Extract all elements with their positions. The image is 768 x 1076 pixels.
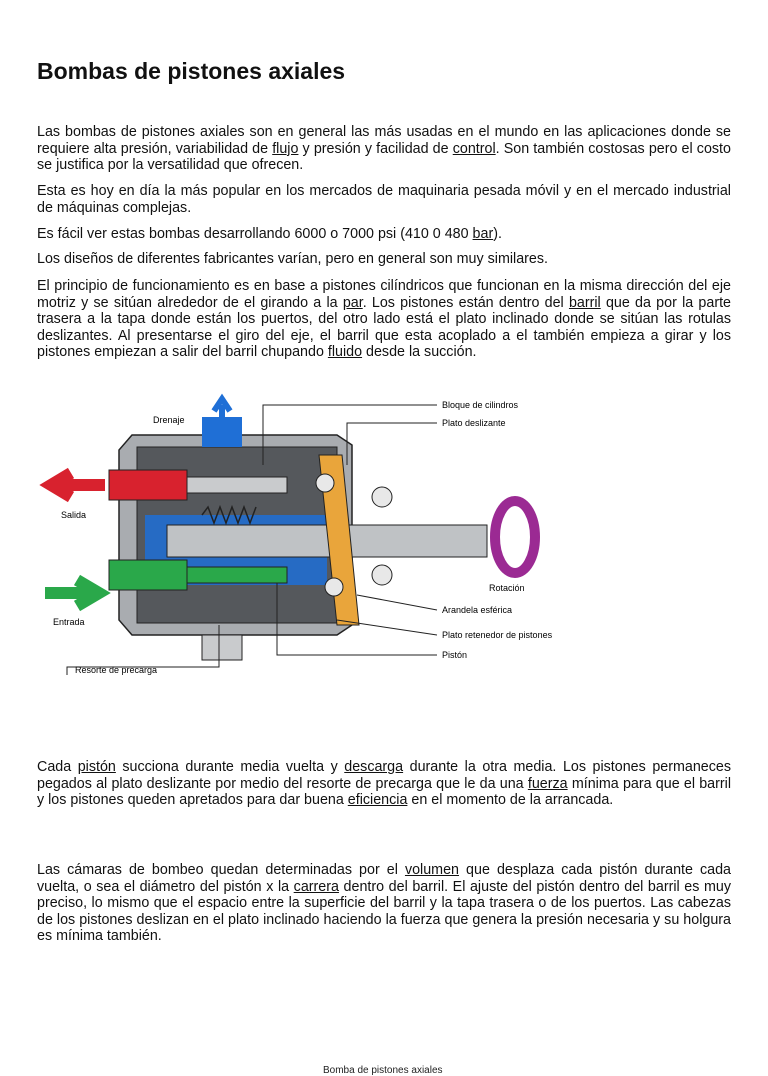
figure-caption: Bomba de pistones axiales	[323, 1065, 443, 1076]
outlet-arrow-icon	[51, 473, 105, 497]
text-span: y presión y facilidad de	[298, 140, 453, 157]
text-span: Las cámaras de bombeo quedan determinadas por el	[37, 862, 405, 878]
paragraph-3	[37, 226, 731, 243]
label-bloque: Bloque de cilindros	[442, 400, 519, 410]
link-fuerza[interactable]: fuerza	[527, 775, 568, 792]
paragraph-5	[37, 278, 731, 361]
bearing-ball	[372, 565, 392, 585]
label-drenaje: Drenaje	[153, 415, 185, 425]
pump-cross-section-illustration	[37, 385, 597, 685]
label-plato-deslizante: Plato deslizante	[442, 418, 506, 428]
link-carrera[interactable]: carrera	[293, 878, 339, 895]
piston-ball	[325, 578, 343, 596]
link-bar[interactable]: bar	[472, 226, 494, 242]
label-rotacion: Rotación	[489, 583, 525, 593]
text-span: . Son también costosas pero el costo se justifica por la versatilidad que ofrecen.	[37, 140, 731, 174]
link-flujo[interactable]: flujo	[272, 140, 299, 157]
link-fluido[interactable]: fluido	[327, 344, 363, 361]
link-par[interactable]: par	[342, 294, 363, 311]
label-plato-retenedor: Plato retenedor de pistones	[442, 630, 553, 640]
link-barril[interactable]: barril	[568, 294, 601, 311]
label-resorte: Resorte de precarga	[75, 665, 158, 675]
lower-piston	[187, 567, 287, 583]
paragraph-4: Los diseños de diferentes fabricantes varían, pero en general son muy similares.	[37, 251, 548, 267]
paragraph-1	[37, 124, 731, 174]
text-span: desde la succión.	[362, 344, 477, 361]
paragraph-6	[37, 759, 731, 809]
text-span: . Los pistones están dentro del	[362, 294, 569, 311]
inlet-arrow-icon	[45, 580, 99, 606]
text-span: Las bombas de pistones axiales son en general las más usadas en el mundo en las aplicaciones donde se requiere alta presión, variabilidad de	[37, 124, 731, 157]
rotation-arrow-icon	[495, 501, 535, 573]
label-salida: Salida	[61, 510, 87, 520]
link-eficiencia[interactable]: eficiencia	[347, 792, 408, 809]
text-span: mínima para que el barril y los pistones queden apretados para dar buena	[37, 775, 732, 809]
upper-piston	[187, 477, 287, 493]
leader-line	[347, 423, 437, 465]
text-span: ).	[493, 226, 502, 242]
text-span: succiona durante media vuelta y	[115, 759, 345, 775]
leader-line	[357, 595, 437, 610]
paragraph-2: Esta es hoy en día la más popular en los mercados de maquinaria pesada móvil y en el mercado industrial de máquinas complejas.	[37, 183, 731, 216]
piston-ball	[316, 474, 334, 492]
bottom-bolt	[202, 635, 242, 660]
text-span: en el momento de la arrancada.	[407, 792, 614, 809]
text-span: que desplaza cada pistón durante cada vuelta, o sea el diámetro del pistón x la	[37, 862, 732, 895]
text-span: Cada	[37, 759, 78, 775]
inlet-channel	[109, 560, 187, 590]
link-piston[interactable]: pistón	[77, 759, 116, 775]
link-volumen[interactable]: volumen	[404, 862, 459, 878]
outlet-channel	[109, 470, 187, 500]
text-span: Es fácil ver estas bombas desarrollando 6000 o 7000 psi (410 0 480	[37, 226, 473, 242]
link-control[interactable]: control	[452, 140, 496, 157]
leader-line	[337, 620, 437, 635]
text-span: dentro del barril. El ajuste del pistón dentro del barril es muy preciso, lo mismo que el espacio entre la superficie del barril y la tapa trasera o de los puertos. Las cabezas de los pistones deslizan en el plato inclinado haciendo la fuerza que genera la presión necesaria y su holgura es mínima también.	[37, 878, 731, 945]
link-descarga[interactable]: descarga	[344, 759, 404, 775]
label-arandela: Arandela esférica	[442, 605, 513, 615]
bearing-ball	[372, 487, 392, 507]
label-piston: Pistón	[442, 650, 468, 660]
paragraph-7	[37, 862, 731, 945]
text-span: El principio de funcionamiento es en base a pistones cilíndricos que funcionan en la misma dirección del eje motriz y se sitúan alrededor de el girando a la	[37, 278, 731, 311]
label-entrada: Entrada	[53, 617, 85, 627]
page-title: Bombas de pistones axiales	[37, 58, 346, 84]
text-span: que da por la parte trasera a la tapa donde están los puertos, del otro lado está el plato inclinado donde se sitúan las rotulas deslizantes. Al presentarse el giro del eje, el barril que esta acoplado a el también empieza a girar y los pistones empiezan a salir del barril chupando	[37, 294, 732, 361]
text-span: durante la otra media. Los pistones permaneces pegados al plato deslizante por medio del resorte de precarga que le da una	[37, 759, 731, 792]
